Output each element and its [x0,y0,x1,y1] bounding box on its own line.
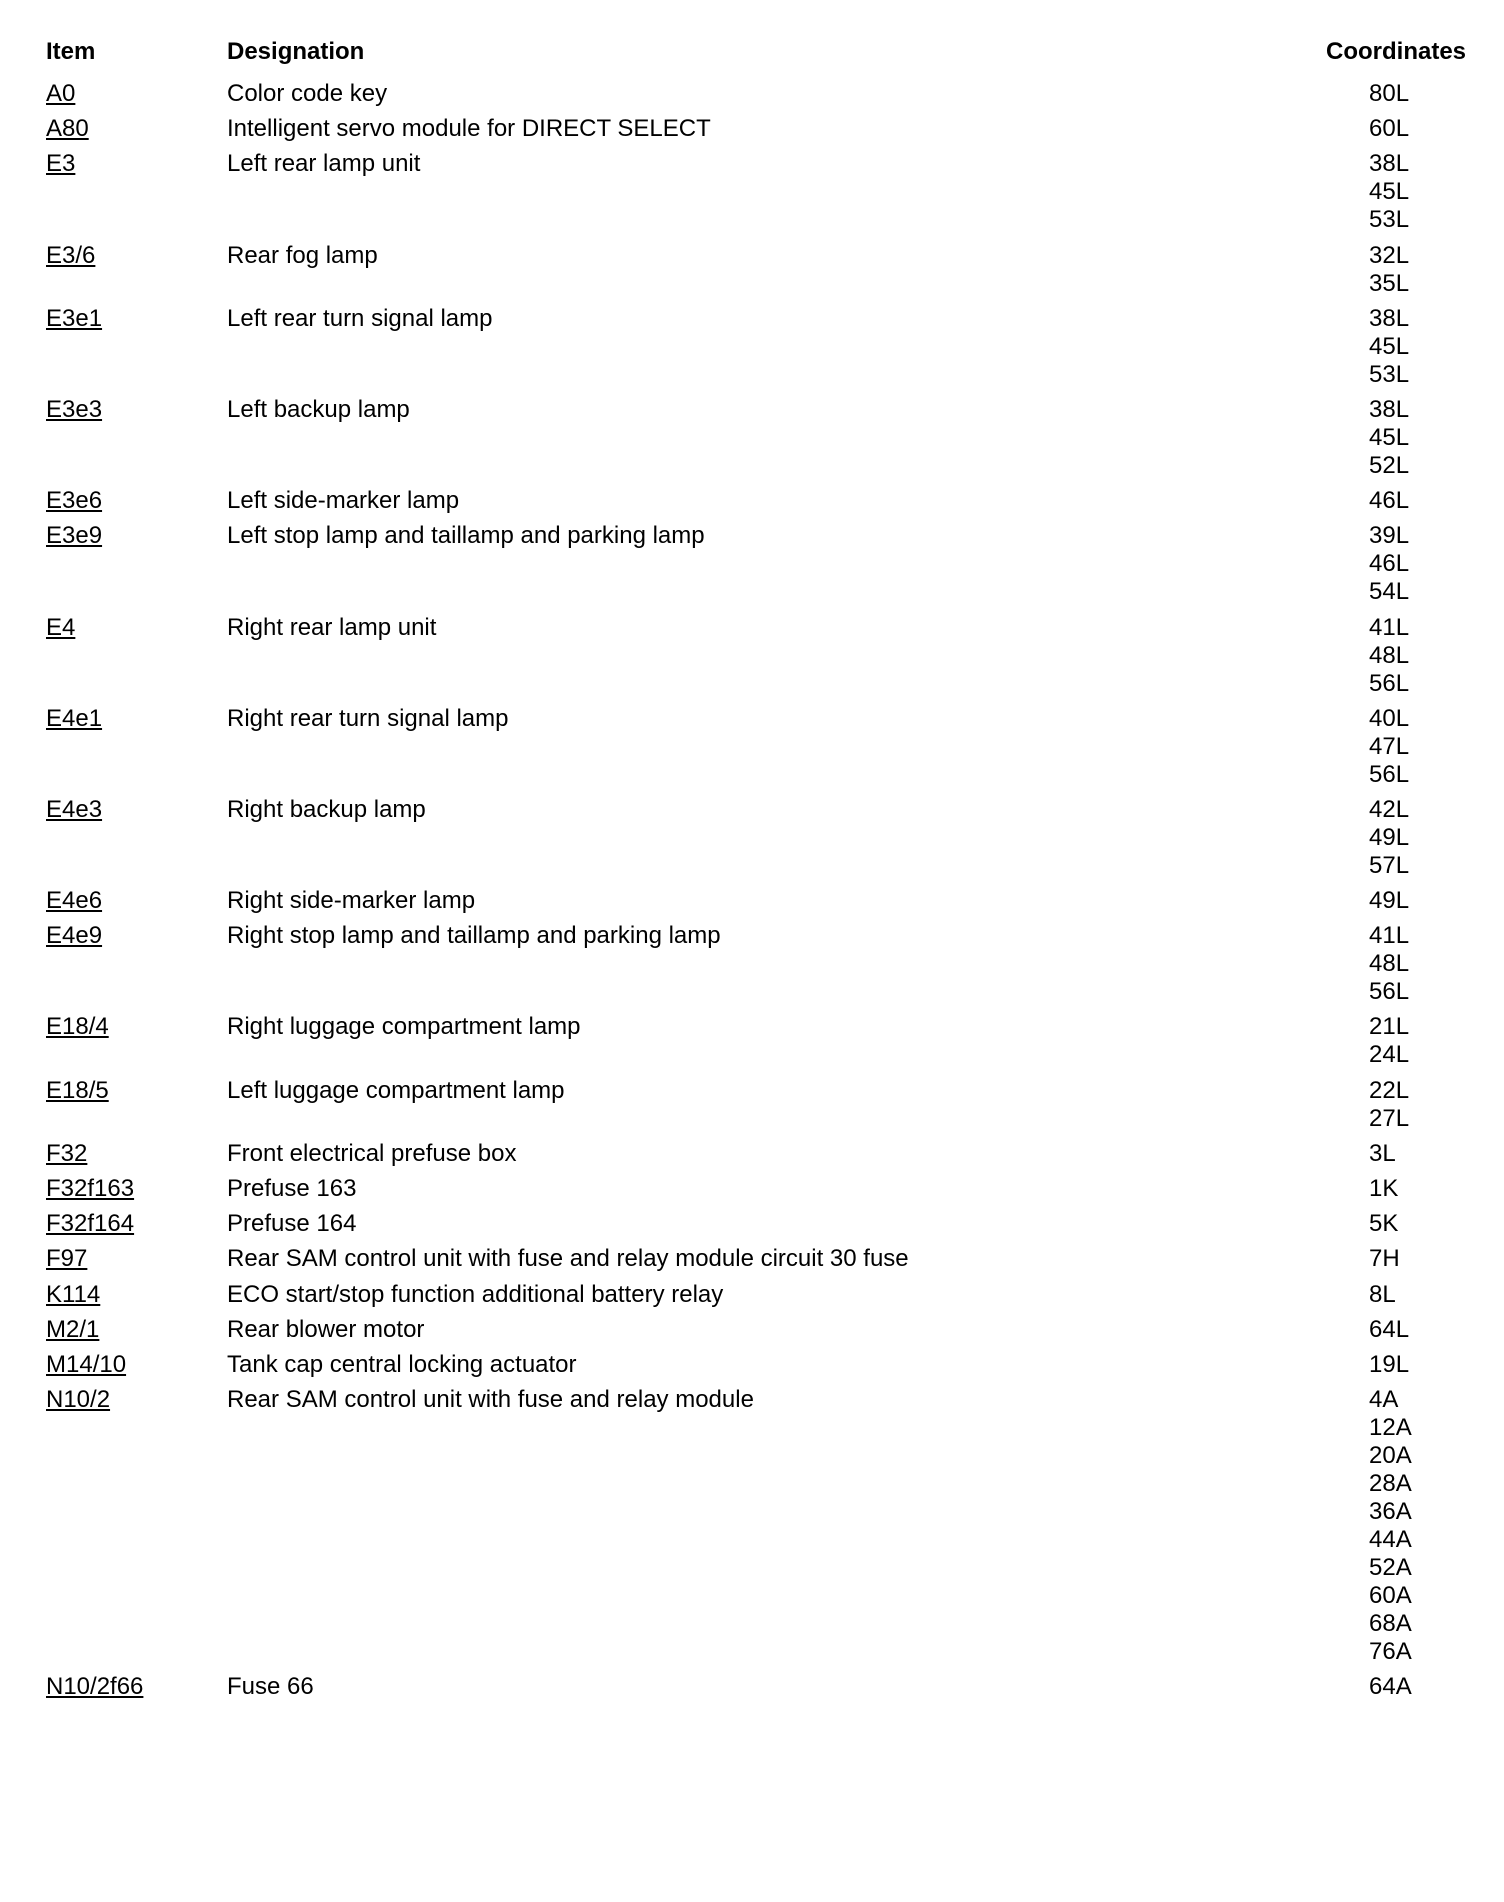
item-code-link[interactable]: F32f163 [46,1175,135,1202]
coordinate-value: 4A [1369,1386,1399,1414]
table-row [46,887,1486,922]
coordinate-value: 56L [1369,760,1410,788]
item-coordinates [1369,1140,1396,1168]
table-row [46,1386,1486,1673]
legend-table [46,38,1486,1709]
table-row [46,796,1486,887]
table-row [46,1245,1486,1280]
item-code-link[interactable]: E18/4 [46,1013,109,1041]
item-coordinates [1369,887,1409,915]
table-row [46,1210,1486,1245]
header-item: Item [46,38,96,65]
table-row [46,115,1486,150]
item-code-link[interactable]: F32f164 [46,1210,135,1238]
table-row [46,522,1486,613]
coordinate-value: 24L [1369,1041,1410,1069]
coordinate-value: 45L [1369,178,1410,206]
table-row [46,1351,1486,1386]
coordinate-value: 64A [1369,1673,1412,1701]
item-code-link[interactable]: E3 [46,150,76,178]
item-designation: Prefuse 164 [227,1210,357,1238]
item-code-link[interactable]: F32 [46,1139,88,1167]
coordinate-value: 38L [1369,150,1410,178]
coordinate-value: 46L [1369,550,1410,578]
table-row [46,705,1486,796]
table-row [46,1013,1486,1076]
item-coordinates [1369,1175,1398,1203]
item-designation: Rear SAM control unit with fuse and relay module [227,1386,754,1414]
item-designation: Left side-marker lamp [227,487,460,515]
table-body [46,80,1486,1709]
item-designation: Right rear lamp unit [227,613,437,641]
item-code-link[interactable]: F97 [46,1245,88,1273]
coordinate-value: 28A [1369,1470,1412,1498]
coordinate-value: 57L [1369,851,1410,879]
item-coordinates [1369,705,1409,789]
item-code-link[interactable]: E4e1 [46,704,103,732]
item-designation: Rear blower motor [227,1315,425,1343]
coordinate-value: 45L [1369,332,1410,360]
item-code-link[interactable]: E3/6 [46,241,96,269]
item-designation: Right side-marker lamp [227,887,476,915]
table-row [46,1175,1486,1210]
coordinate-value: 46L [1369,487,1410,515]
coordinate-value: 39L [1369,522,1410,550]
coordinate-value: 19L [1369,1350,1410,1378]
coordinate-value: 12A [1369,1414,1412,1442]
table-row [46,150,1486,241]
item-designation: Left backup lamp [227,395,410,423]
coordinate-value: 49L [1369,887,1410,915]
coordinate-value: 42L [1369,795,1410,823]
item-coordinates [1369,1281,1396,1309]
item-designation: Intelligent servo module for DIRECT SELECT [227,115,711,143]
item-coordinates [1369,922,1409,1006]
table-row [46,80,1486,115]
item-code-link[interactable]: N10/2f66 [46,1673,144,1701]
coordinate-value: 68A [1369,1610,1412,1638]
table-header [46,38,1486,80]
coordinate-value: 53L [1369,206,1410,234]
item-designation: Color code key [227,80,388,107]
coordinate-value: 45L [1369,423,1410,451]
item-code-link[interactable]: E3e3 [46,395,103,423]
item-designation: Rear SAM control unit with fuse and relay module circuit 30 fuse [227,1245,909,1273]
coordinate-value: 60L [1369,115,1410,143]
coordinate-value: 47L [1369,732,1410,760]
table-row [46,1673,1486,1708]
item-designation: Right backup lamp [227,795,426,823]
coordinate-value: 36A [1369,1498,1412,1526]
coordinate-value: 80L [1369,80,1410,107]
coordinate-value: 38L [1369,304,1410,332]
coordinate-value: 52L [1369,451,1410,479]
item-designation: Left rear turn signal lamp [227,304,493,332]
coordinate-value: 21L [1369,1013,1410,1041]
item-coordinates [1369,1077,1409,1133]
coordinate-value: 76A [1369,1638,1412,1666]
header-designation: Designation [227,38,365,65]
coordinate-value: 41L [1369,922,1410,950]
item-designation: Right luggage compartment lamp [227,1013,581,1041]
item-code-link[interactable]: E4e3 [46,795,103,823]
coordinate-value: 44A [1369,1526,1412,1554]
coordinate-value: 8L [1369,1280,1396,1308]
item-coordinates [1369,1316,1409,1344]
item-coordinates [1369,115,1409,143]
coordinate-value: 60A [1369,1582,1412,1610]
item-code-link[interactable]: E4 [46,613,76,641]
item-coordinates [1369,1210,1398,1238]
coordinate-value: 22L [1369,1076,1410,1104]
coordinate-value: 56L [1369,978,1410,1006]
coordinate-value: 3L [1369,1139,1396,1167]
table-row [46,614,1486,705]
item-designation: Rear fog lamp [227,241,378,269]
item-coordinates [1369,80,1409,108]
item-coordinates [1369,796,1409,880]
table-row [46,1281,1486,1316]
item-code-link[interactable]: N10/2 [46,1386,111,1414]
item-code-link[interactable]: A0 [46,80,76,107]
header-coordinates: Coordinates [1326,38,1467,65]
item-code-link[interactable]: M14/10 [46,1350,127,1378]
coordinate-value: 53L [1369,360,1410,388]
item-designation: Right stop lamp and taillamp and parking lamp [227,922,721,950]
item-designation: Left stop lamp and taillamp and parking lamp [227,522,705,550]
coordinate-value: 20A [1369,1442,1412,1470]
coordinate-value: 7H [1369,1245,1400,1273]
item-code-link[interactable]: M2/1 [46,1315,100,1343]
item-designation: ECO start/stop function additional battery relay [227,1280,724,1308]
item-coordinates [1369,1673,1412,1701]
item-coordinates [1369,1386,1412,1666]
coordinate-value: 56L [1369,669,1410,697]
table-row [46,922,1486,1013]
item-designation: Right rear turn signal lamp [227,704,509,732]
item-designation: Fuse 66 [227,1673,314,1701]
coordinate-value: 48L [1369,950,1410,978]
item-code-link[interactable]: E18/5 [46,1076,109,1104]
coordinate-value: 64L [1369,1315,1410,1343]
table-row [46,487,1486,522]
coordinate-value: 49L [1369,823,1410,851]
coordinate-value: 32L [1369,241,1410,269]
coordinate-value: 38L [1369,395,1410,423]
item-code-link[interactable]: A80 [46,115,89,143]
coordinate-value: 54L [1369,578,1410,606]
item-coordinates [1369,242,1409,298]
coordinate-value: 35L [1369,269,1410,297]
item-code-link[interactable]: E3e9 [46,522,103,550]
item-coordinates [1369,1013,1409,1069]
coordinate-value: 41L [1369,613,1410,641]
item-coordinates [1369,614,1409,698]
item-coordinates [1369,1351,1409,1379]
table-row [46,305,1486,396]
item-coordinates [1369,487,1409,515]
item-coordinates [1369,150,1409,234]
coordinate-value: 40L [1369,704,1410,732]
item-designation: Tank cap central locking actuator [227,1350,577,1378]
item-code-link[interactable]: E4e9 [46,922,103,950]
table-row [46,1077,1486,1140]
coordinate-value: 1K [1369,1175,1399,1202]
table-row [46,242,1486,305]
item-designation: Front electrical prefuse box [227,1139,517,1167]
item-coordinates [1369,522,1409,606]
coordinate-value: 52A [1369,1554,1412,1582]
item-designation: Left rear lamp unit [227,150,421,178]
table-row [46,396,1486,487]
item-code-link[interactable]: E4e6 [46,887,103,915]
table-row [46,1316,1486,1351]
item-coordinates [1369,1245,1400,1273]
item-coordinates [1369,396,1409,480]
table-row [46,1140,1486,1175]
coordinate-value: 5K [1369,1210,1399,1238]
item-code-link[interactable]: K114 [46,1280,101,1308]
coordinate-value: 27L [1369,1104,1410,1132]
item-designation: Left luggage compartment lamp [227,1076,565,1104]
coordinate-value: 48L [1369,641,1410,669]
item-code-link[interactable]: E3e1 [46,304,103,332]
item-designation: Prefuse 163 [227,1175,357,1202]
item-code-link[interactable]: E3e6 [46,487,103,515]
item-coordinates [1369,305,1409,389]
